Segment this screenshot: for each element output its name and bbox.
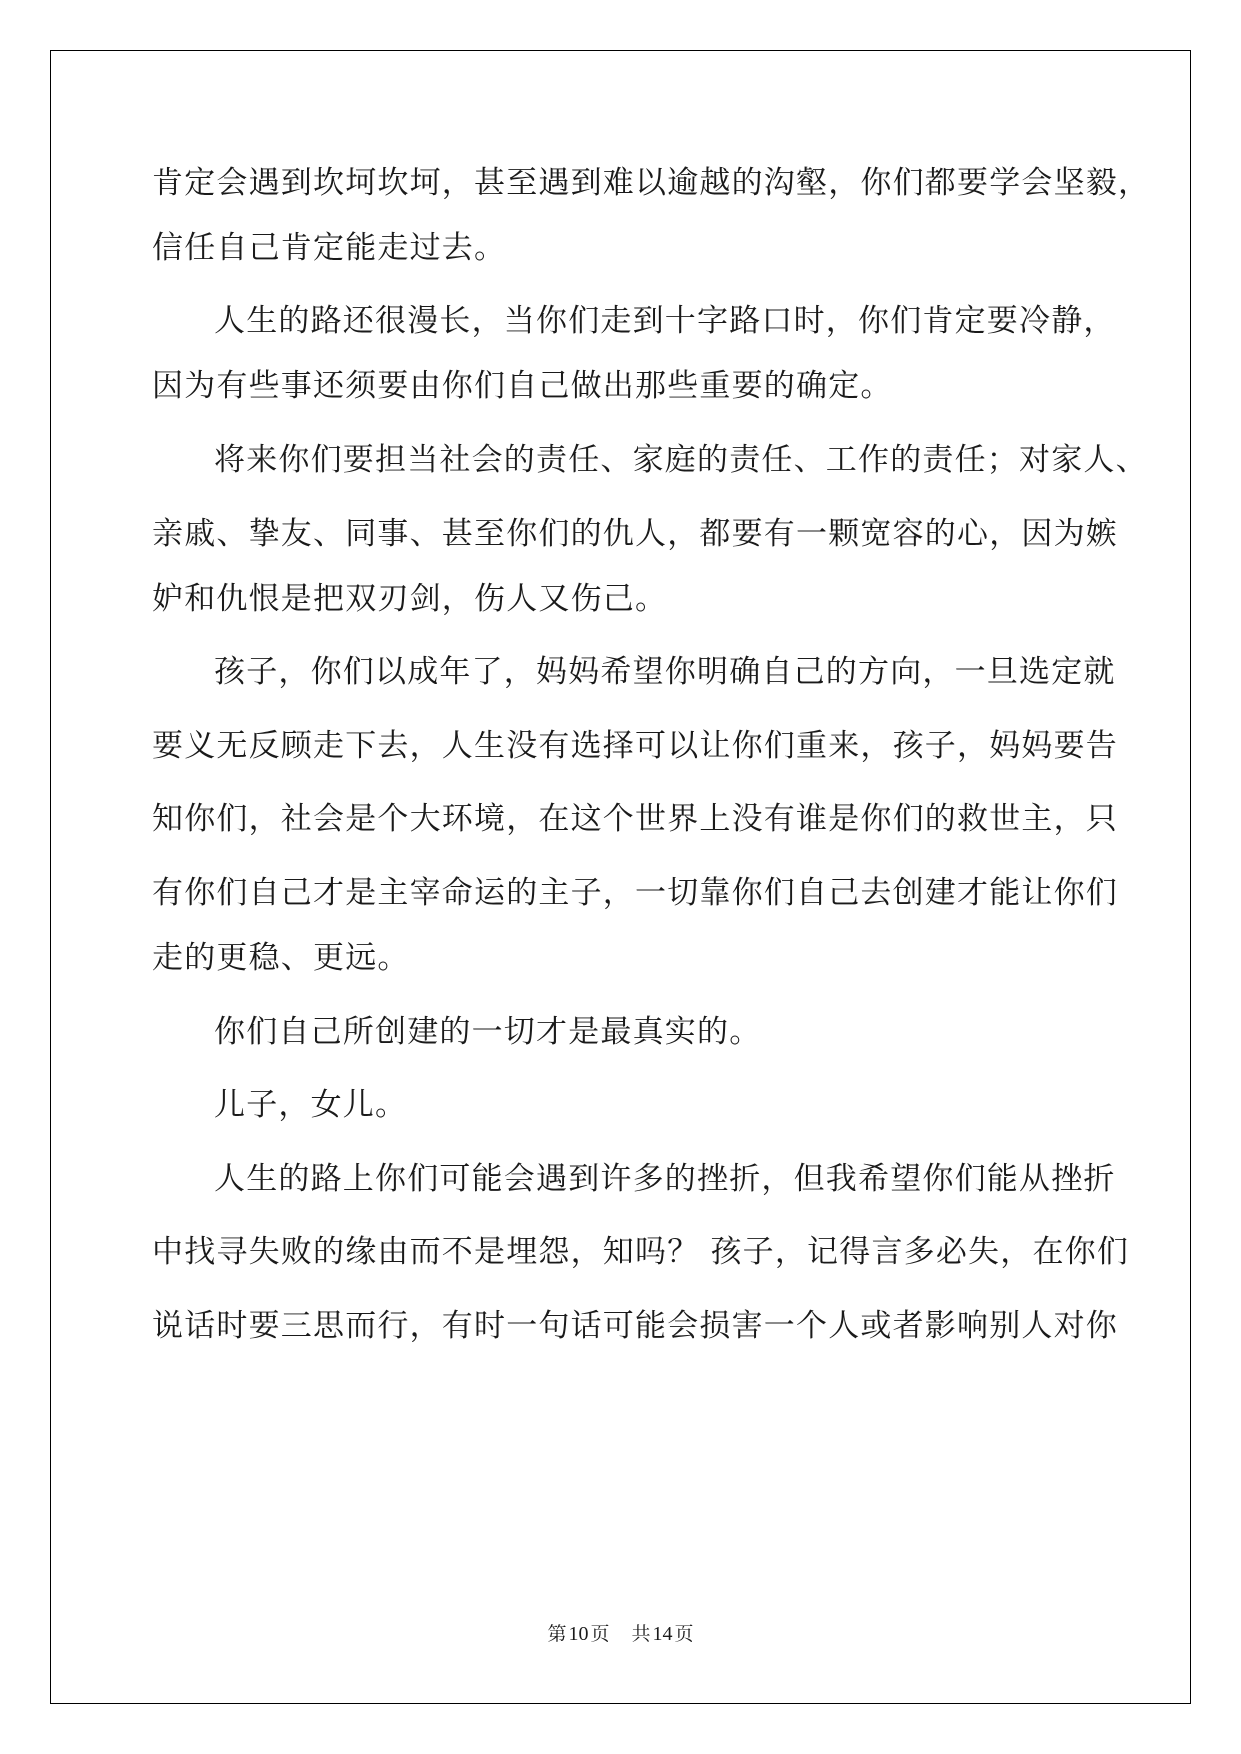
total-page-count: 14 — [652, 1623, 673, 1645]
text-line: 要义无反顾走下去，人生没有选择可以让你们重来，孩子，妈妈要告 — [152, 728, 1118, 764]
paragraph-start-line: 孩子，你们以成年了，妈妈希望你明确自己的方向，一旦选定就 — [214, 654, 1116, 690]
paragraph-start-line: 人生的路还很漫长，当你们走到十字路口时，你们肯定要冷静， — [214, 303, 1116, 339]
text-line: 知你们，社会是个大环境，在这个世界上没有谁是你们的救世主，只 — [152, 801, 1118, 837]
total-suffix: 页 — [674, 1623, 694, 1645]
text-line: 肯定会遇到坎坷坎坷，甚至遇到难以逾越的沟壑，你们都要学会坚毅， — [152, 165, 1151, 201]
text-line: 说话时要三思而行，有时一句话可能会损害一个人或者影响别人对你 — [152, 1308, 1118, 1344]
text-line: 中找寻失败的缘由而不是埋怨，知吗？ 孩子，记得言多必失，在你们 — [152, 1234, 1130, 1270]
page-suffix: 页 — [590, 1623, 610, 1645]
page-number-footer — [0, 1622, 1241, 1646]
text-line: 亲戚、挚友、同事、甚至你们的仇人，都要有一颗宽容的心，因为嫉 — [152, 516, 1118, 552]
page-prefix: 第 — [547, 1623, 567, 1645]
text-line: 妒和仇恨是把双刃剑，伤人又伤己。 — [152, 581, 668, 617]
total-prefix: 共 — [631, 1623, 651, 1645]
text-line: 因为有些事还须要由你们自己做出那些重要的确定。 — [152, 368, 893, 404]
paragraph-start-line: 你们自己所创建的一切才是最真实的。 — [214, 1014, 762, 1050]
paragraph-start-line: 将来你们要担当社会的责任、家庭的责任、工作的责任；对家人、 — [214, 442, 1148, 478]
current-page-number: 10 — [568, 1623, 589, 1645]
paragraph-start-line: 人生的路上你们可能会遇到许多的挫折，但我希望你们能从挫折 — [214, 1161, 1116, 1197]
paragraph-start-line: 儿子，女儿。 — [214, 1087, 408, 1123]
text-line: 有你们自己才是主宰命运的主子，一切靠你们自己去创建才能让你们 — [152, 875, 1118, 911]
text-line: 走的更稳、更远。 — [152, 940, 410, 976]
text-line: 信任自己肯定能走过去。 — [152, 230, 507, 266]
